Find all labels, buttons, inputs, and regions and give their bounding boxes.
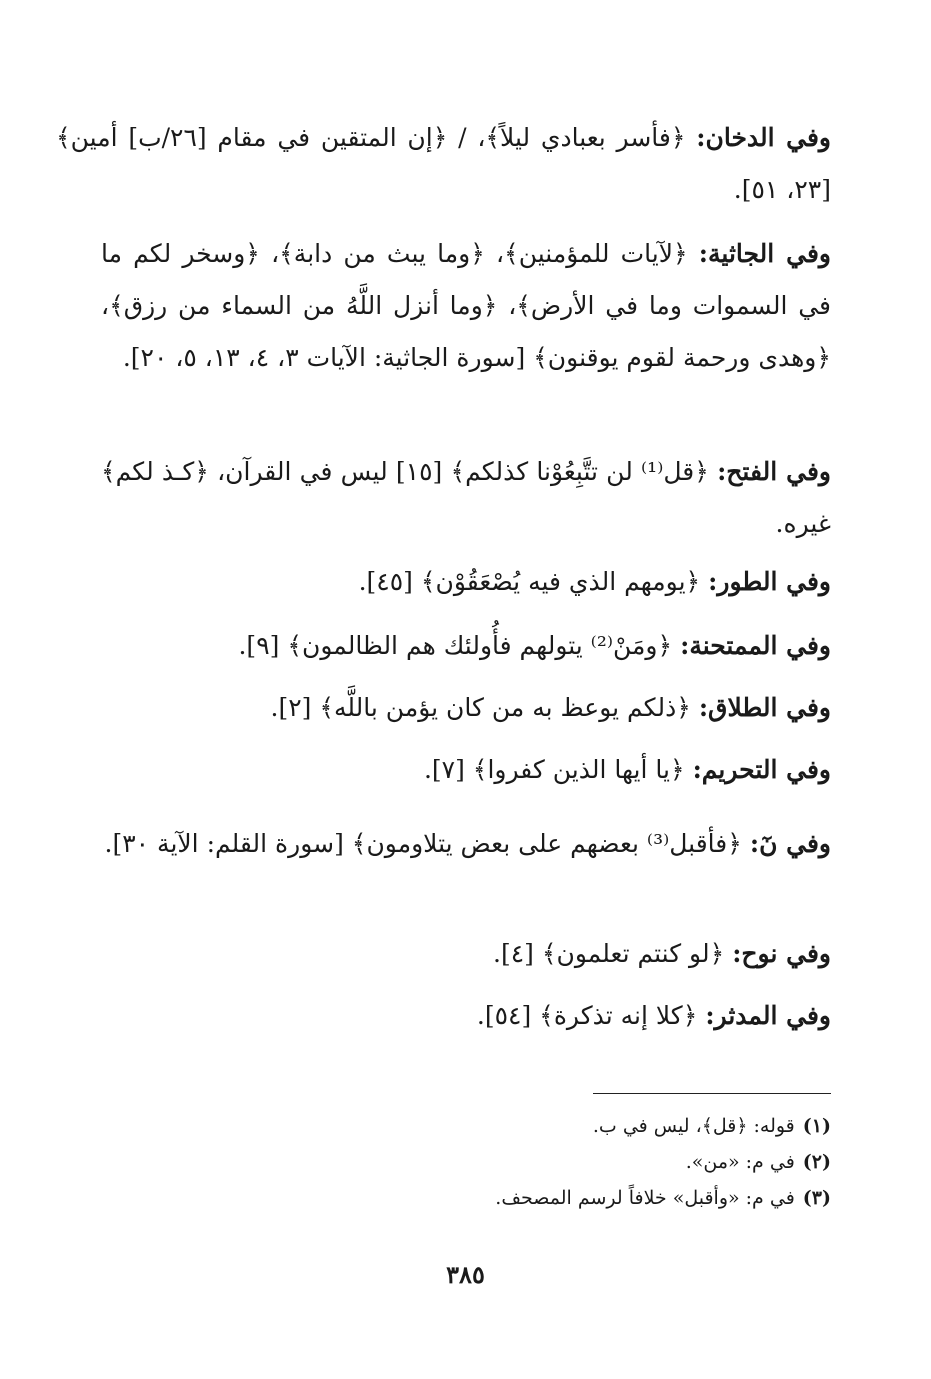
entry-text: ﴿فأقبل⁽³⁾ بعضهم على بعض يتلاومون﴾ [سورة القلم: الآية ٣٠]. xyxy=(104,829,750,858)
entry-lead: وفي الطلاق: xyxy=(698,693,831,722)
footnote-item xyxy=(101,1180,831,1216)
entry-tur xyxy=(101,556,831,608)
footnote-text: قوله: ﴿قل﴾، ليس في ب. xyxy=(592,1115,795,1137)
page-number: ٣٨٥ xyxy=(446,1260,485,1289)
entry-text: ﴿ومَنْ⁽²⁾ يتولهم فأُولئك هم الظالمون﴾ [٩]. xyxy=(238,631,681,660)
entry-text: ﴿قل⁽¹⁾ لن تتَّبِعُوْنا كذلكم﴾ [١٥] ليس في القرآن، ﴿كـذ لكم﴾ غيره. xyxy=(101,457,831,538)
entry-dukhan xyxy=(56,112,831,216)
entry-text: ﴿فأسر بعبادي ليلاً﴾، / ﴿إن المتقين في مقام [٢٦/ب] أمين﴾ [٢٣، ٥١]. xyxy=(56,123,831,204)
footnote-number: (٣) xyxy=(802,1187,831,1209)
entry-lead: وفي نٓ: xyxy=(749,829,831,858)
entry-nuh xyxy=(101,928,831,980)
footnote-text: في م: «من». xyxy=(685,1151,795,1173)
entry-lead: وفي الدخان: xyxy=(696,123,831,152)
entry-text: ﴿يومهم الذي فيه يُصْعَقُوْن﴾ [٤٥]. xyxy=(358,567,709,596)
entry-text: ﴿كلا إنه تذكرة﴾ [٥٤]. xyxy=(476,1001,706,1030)
entry-lead: وفي الفتح: xyxy=(717,457,831,486)
footnote-number: (١) xyxy=(802,1115,831,1137)
entry-muddaththir xyxy=(101,990,831,1042)
entry-lead: وفي التحريم: xyxy=(692,755,831,784)
entry-text: ﴿لآيات للمؤمنين﴾، ﴿وما يبث من دابة﴾، ﴿وسخر لكم ما في السموات وما في الأرض﴾، ﴿وما أنزل اللَّهُ من السماء من رزق﴾، ﴿وهدى ورحمة لقوم يوقنون﴾ [سورة الجاثية: الآيات ٣، ٤، ١٣، ٥، ٢٠]. xyxy=(101,239,831,372)
entry-mumtahana xyxy=(101,620,831,672)
footnote-item xyxy=(101,1144,831,1180)
footnote-divider xyxy=(593,1093,831,1094)
footnote-number: (٢) xyxy=(802,1151,831,1173)
entry-tahrim xyxy=(101,744,831,796)
entry-text: ﴿لو كنتم تعلمون﴾ [٤]. xyxy=(493,939,733,968)
entry-talaq xyxy=(101,682,831,734)
entry-text: ﴿ذلكم يوعظ به من كان يؤمن باللَّه﴾ [٢]. xyxy=(270,693,699,722)
entry-qalam xyxy=(101,818,831,870)
entry-jathiya xyxy=(101,228,831,384)
entry-lead: وفي الجاثية: xyxy=(698,239,831,268)
entry-lead: وفي الطور: xyxy=(708,567,831,596)
entry-text: ﴿يا أيها الذين كفروا﴾ [٧]. xyxy=(423,755,693,784)
entry-lead: وفي نوح: xyxy=(732,939,831,968)
entry-lead: وفي المدثر: xyxy=(705,1001,831,1030)
footnote-text: في م: «وأقبل» خلافاً لرسم المصحف. xyxy=(495,1187,795,1209)
footnotes xyxy=(101,1108,831,1216)
footnote-item xyxy=(101,1108,831,1144)
entry-lead: وفي الممتحنة: xyxy=(680,631,831,660)
entry-fath xyxy=(101,446,831,550)
